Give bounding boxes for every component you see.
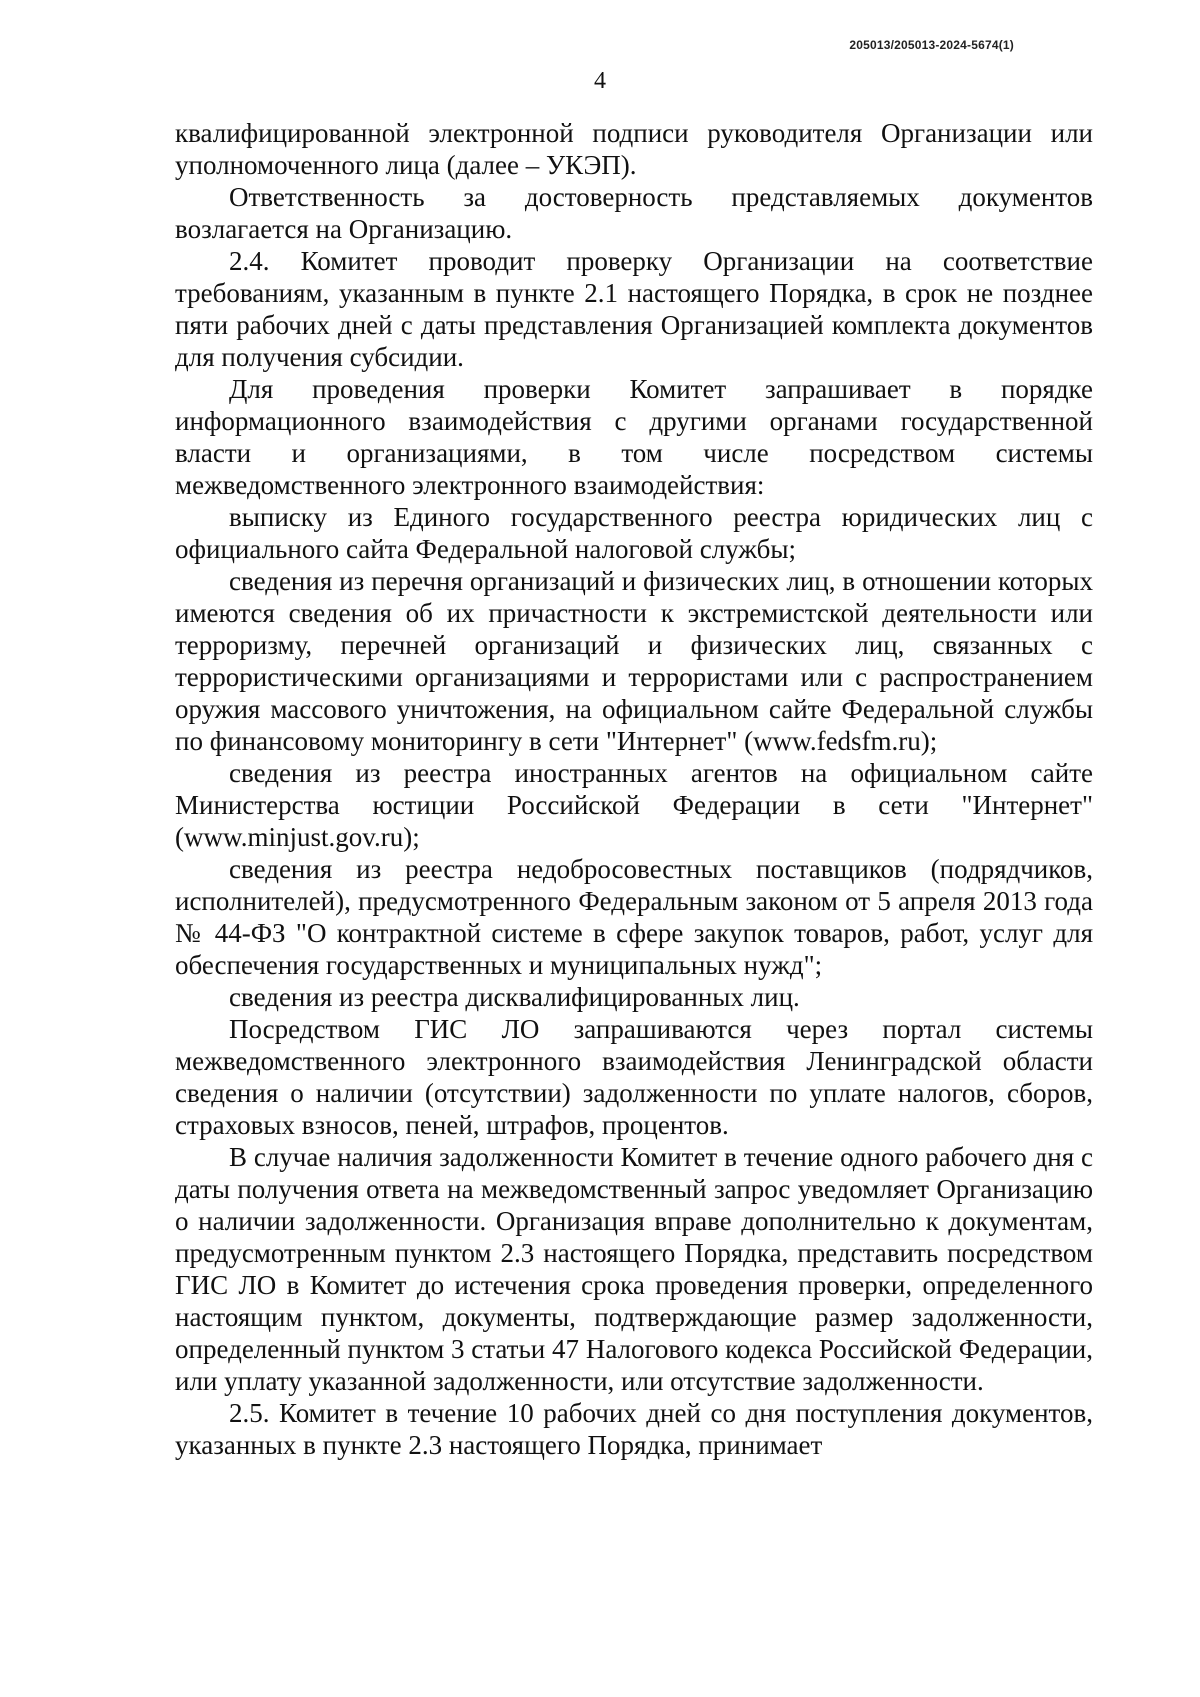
page-number: 4 — [594, 68, 606, 94]
list-item-minjust: сведения из реестра иностранных агентов на официальном сайте Министерства юстиции Российской Федерации в сети "Интернет" (www.minjust.gov.ru); — [175, 758, 1093, 852]
document-body — [175, 117, 1093, 1461]
paragraph-2-4: 2.4. Комитет проводит проверку Организации на соответствие требованиям, указанным в пункте 2.1 настоящего Порядка, в срок не позднее пяти рабочих дней с даты представления Организацией комплекта документов для получения субсидии. — [175, 246, 1093, 372]
list-item-fedsfm: сведения из перечня организаций и физических лиц, в отношении которых имеются сведения об их причастности к экстремистской деятельности или терроризму, перечней организаций и физических лиц, связанных с террористическими организациями и террористами или с распространением оружия массового уничтожения, на официальном сайте Федеральной службы по финансовому мониторингу в сети "Интернет" (www.fedsfm.ru); — [175, 566, 1093, 756]
paragraph-verification: Для проведения проверки Комитет запрашивает в порядке информационного взаимодействия с другими органами государственной власти и организациями, в том числе посредством системы межведомственного электронного взаимодействия: — [175, 374, 1093, 500]
paragraph-ukep: квалифицированной электронной подписи руководителя Организации или уполномоченного лица (далее – УКЭП). — [175, 118, 1093, 180]
paragraph-gis-lo: Посредством ГИС ЛО запрашиваются через портал системы межведомственного электронного взаимодействия Ленинградской области сведения о наличии (отсутствии) задолженности по уплате налогов, сборов, страховых взносов, пеней, штрафов, процентов. — [175, 1014, 1093, 1140]
paragraph-debt: В случае наличия задолженности Комитет в течение одного рабочего дня с даты получения ответа на межведомственный запрос уведомляет Организацию о наличии задолженности. Организация вправе дополнительно к документам, предусмотренным пунктом 2.3 настоящего Порядка, представить посредством ГИС ЛО в Комитет до истечения срока проведения проверки, определенного настоящим пунктом, документы, подтверждающие размер задолженности, определенный пунктом 3 статьи 47 Налогового кодекса Российской Федерации, или уплату указанной задолженности, или отсутствие задолженности. — [175, 1142, 1093, 1396]
document-registration-number: 205013/205013-2024-5674(1) — [849, 38, 1014, 52]
list-item-suppliers: сведения из реестра недобросовестных поставщиков (подрядчиков, исполнителей), предусмотренного Федеральным законом от 5 апреля 2013 года № 44-ФЗ "О контрактной системе в сфере закупок товаров, работ, услуг для обеспечения государственных и муниципальных нужд"; — [175, 854, 1093, 980]
list-item-disqualified: сведения из реестра дисквалифицированных лиц. — [229, 982, 800, 1012]
paragraph-responsibility: Ответственность за достоверность представляемых документов возлагается на Организацию. — [175, 182, 1093, 244]
list-item-egrul: выписку из Единого государственного реестра юридических лиц с официального сайта Федеральной налоговой службы; — [175, 502, 1093, 564]
paragraph-2-5: 2.5. Комитет в течение 10 рабочих дней со дня поступления документов, указанных в пункте 2.3 настоящего Порядка, принимает — [175, 1398, 1093, 1460]
